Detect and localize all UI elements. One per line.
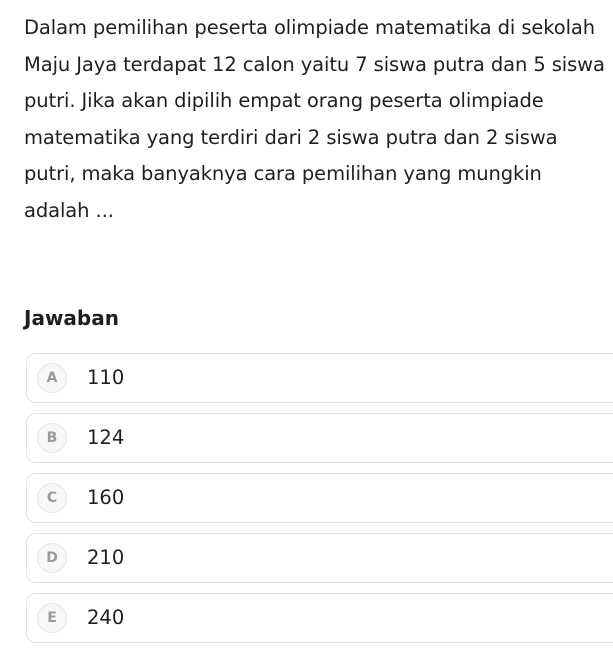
option-letter-badge: D [37,543,67,573]
option-c[interactable] [26,473,613,523]
option-value: 160 [87,486,125,509]
option-b[interactable] [26,413,613,463]
answer-heading: Jawaban [24,306,119,330]
option-d[interactable] [26,533,613,583]
option-value: 124 [87,426,125,449]
option-value: 210 [87,546,125,569]
option-letter-badge: C [37,483,67,513]
option-e[interactable] [26,593,613,643]
option-value: 110 [87,366,125,389]
option-letter-badge: E [37,603,67,633]
answer-options-list [26,353,613,653]
question-text: Dalam pemilihan peserta olimpiade matematika di sekolah Maju Jaya terdapat 12 calon yaitu 7 siswa putra dan 5 siswa putri. Jika akan dipilih empat orang peserta olimpiade matematika yang terdiri dari 2 siswa putra dan 2 siswa putri, maka banyaknya cara pemilihan yang mungkin adalah ... [24,16,605,222]
option-letter-badge: B [37,423,67,453]
option-value: 240 [87,606,125,629]
option-a[interactable] [26,353,613,403]
option-letter-badge: A [37,363,67,393]
